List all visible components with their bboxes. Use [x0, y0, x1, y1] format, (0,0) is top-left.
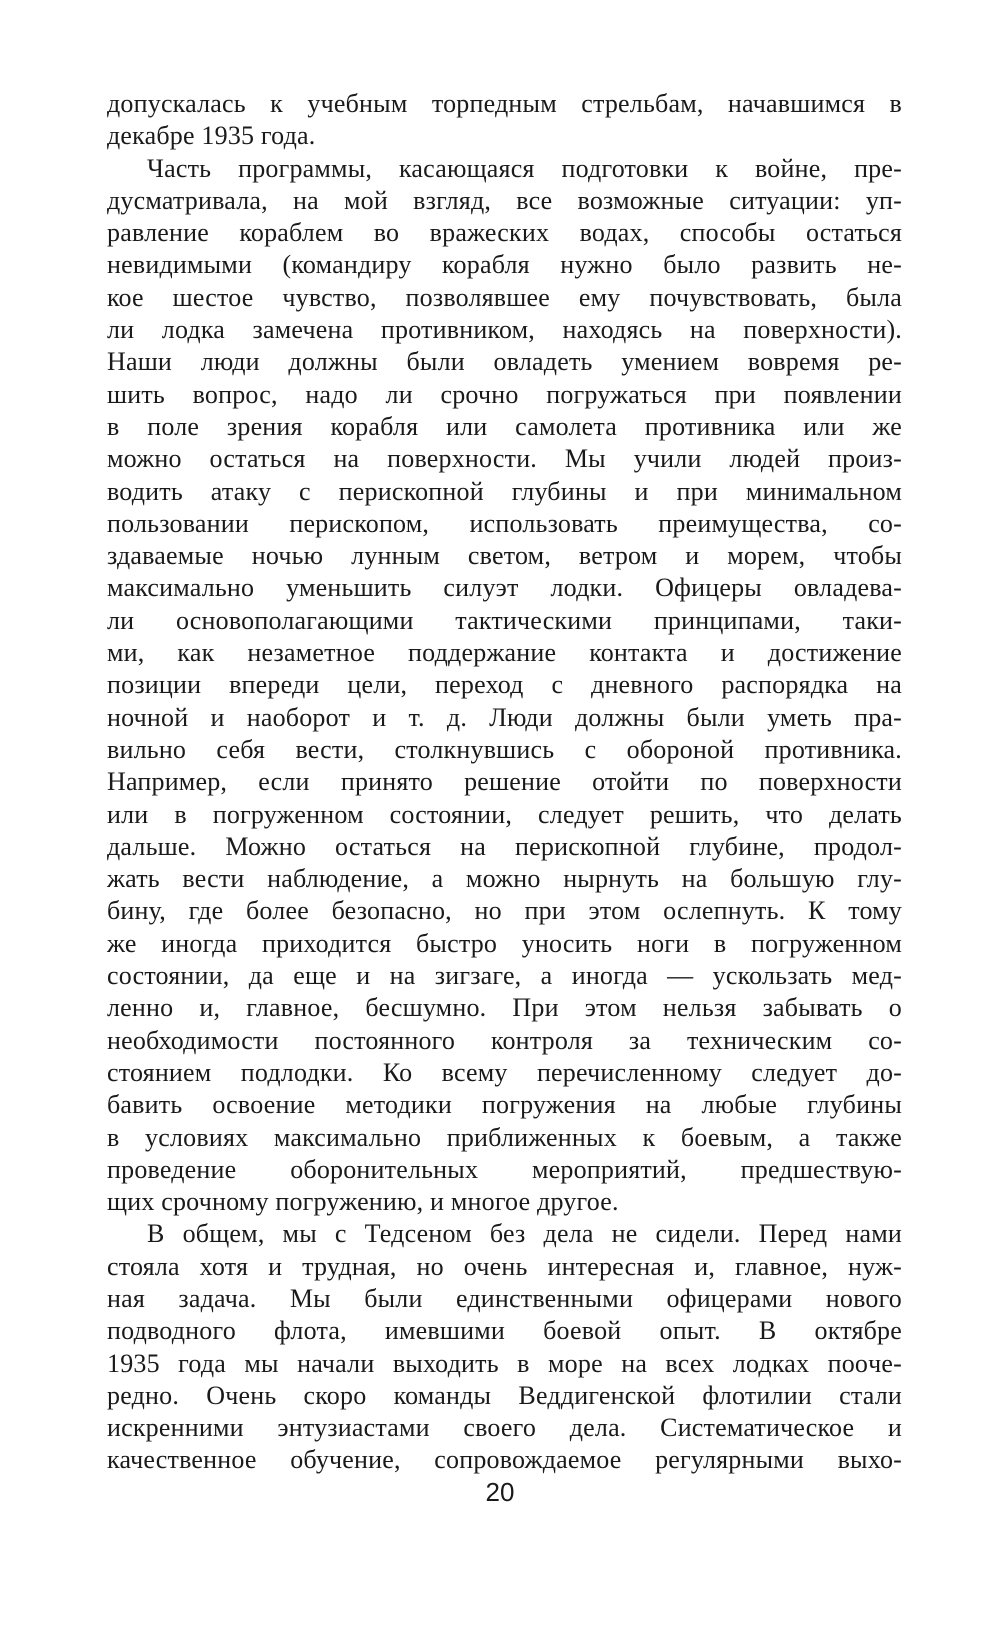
- text-line: бавить освоение методики погружения на любые глубины: [107, 1090, 902, 1120]
- text-line: декабре 1935 года.: [107, 121, 316, 151]
- text-line: ли лодка замечена противником, находясь на поверхности).: [107, 315, 902, 345]
- text-line: Например, если принято решение отойти по поверхности: [107, 767, 902, 797]
- text-line: жать вести наблюдение, а можно нырнуть на большую глу-: [107, 864, 902, 894]
- paragraph-start-line: Часть программы, касающаяся подготовки к войне, пре-: [147, 153, 902, 183]
- text-line: качественное обучение, сопровождаемое регулярными выхо-: [107, 1445, 902, 1475]
- text-line: дальше. Можно остаться на перископной глубине, продол-: [107, 831, 902, 861]
- text-line: искренними энтузиастами своего дела. Систематическое и: [107, 1413, 902, 1443]
- text-line: позиции впереди цели, переход с дневного распорядка на: [107, 670, 902, 700]
- text-line: в поле зрения корабля или самолета противника или же: [107, 411, 902, 441]
- text-line: допускалась к учебным торпедным стрельбам, начавшимся в: [107, 89, 902, 118]
- paragraph-start-line: В общем, мы с Тедсеном без дела не сидели. Перед нами: [147, 1219, 902, 1249]
- text-line: пользовании перископом, использовать преимущества, со-: [107, 508, 902, 538]
- text-line: ми, как незаметное поддержание контакта и достижение: [107, 638, 902, 668]
- text-line: стояла хотя и трудная, но очень интересная и, главное, нуж-: [107, 1251, 902, 1281]
- text-line: подводного флота, имевшими боевой опыт. В октябре: [107, 1316, 902, 1346]
- text-line: максимально уменьшить силуэт лодки. Офицеры овладева-: [107, 573, 902, 603]
- text-line: можно остаться на поверхности. Мы учили людей произ-: [107, 444, 902, 474]
- page-number: 20: [485, 1477, 515, 1507]
- text-line: шить вопрос, надо ли срочно погружаться при появлении: [107, 379, 902, 409]
- text-line: дусматривала, на мой взгляд, все возможные ситуации: уп-: [107, 185, 902, 215]
- text-line: ночной и наоборот и т. д. Люди должны были уметь пра-: [107, 702, 902, 732]
- text-line: или в погруженном состоянии, следует решить, что делать: [107, 799, 902, 829]
- text-line: необходимости постоянного контроля за техническим со-: [107, 1025, 902, 1055]
- text-line: вильно себя вести, столкнувшись с обороной противника.: [107, 734, 902, 764]
- text-line: проведение оборонительных мероприятий, предшествую-: [107, 1154, 902, 1184]
- text-line: ленно и, главное, бесшумно. При этом нельзя забывать о: [107, 993, 902, 1023]
- body-text: [107, 88, 902, 1477]
- text-line: Наши люди должны были овладеть умением вовремя ре-: [107, 347, 902, 377]
- text-line: здаваемые ночью лунным светом, ветром и морем, чтобы: [107, 541, 902, 571]
- text-line: невидимыми (командиру корабля нужно было развить не-: [107, 250, 902, 280]
- text-line: редно. Очень скоро команды Веддигенской флотилии стали: [107, 1380, 902, 1410]
- text-line: бину, где более безопасно, но при этом ослепнуть. К тому: [107, 896, 902, 926]
- text-line: стоянием подлодки. Ко всему перечисленному следует до-: [107, 1057, 902, 1087]
- text-line: кое шестое чувство, позволявшее ему почувствовать, была: [107, 282, 902, 312]
- text-line: ли основополагающими тактическими принципами, таки-: [107, 605, 902, 635]
- text-line: равление кораблем во вражеских водах, способы остаться: [107, 218, 902, 248]
- text-line: состоянии, да еще и на зигзаге, а иногда — ускользать мед-: [107, 961, 902, 991]
- text-line: водить атаку с перископной глубины и при минимальном: [107, 476, 902, 506]
- text-line: щих срочному погружению, и многое другое.: [107, 1187, 619, 1217]
- text-line: же иногда приходится быстро уносить ноги в погруженном: [107, 928, 902, 958]
- text-line: в условиях максимально приближенных к боевым, а также: [107, 1122, 902, 1152]
- text-line: 1935 года мы начали выходить в море на всех лодках поoче-: [107, 1348, 902, 1378]
- text-line: ная задача. Мы были единственными офицерами нового: [107, 1283, 902, 1313]
